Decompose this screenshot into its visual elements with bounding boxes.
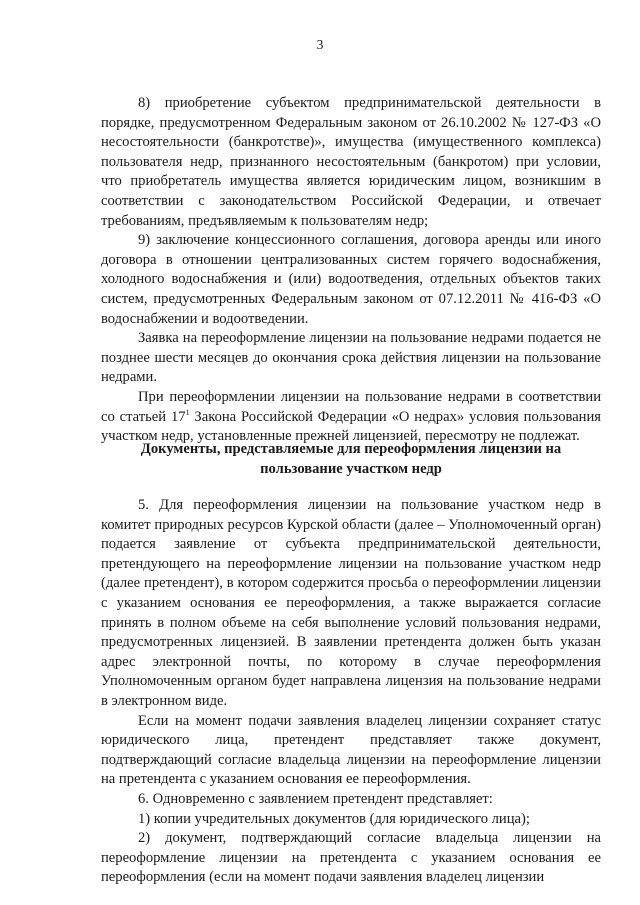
paragraph-item-6: 6. Одновременно с заявлением претендент представляет: [138,790,493,807]
paragraph-legal-entity-status: Если на момент подачи заявления владелец лицензии сохраняет статус юридического лица, претендент представляет также документ, подтверждающий согласие владельца лицензии на переоформление лицензии на претендента с указанием основания ее переоформления. [101,712,601,788]
statute-text-after: Закона Российской Федерации «О недрах» условия пользования участком недр, установленные прежней лицензией, пересмотру не подлежат. [101,408,601,445]
paragraph-application-deadline: Заявка на переоформление лицензии на пользование недрами подается не позднее шести месяцев до окончания срока действия лицензии на пользование недрами. [101,330,601,386]
list-item-founding-documents: 1) копии учредительных документов (для юридического лица); [138,810,530,827]
paragraph-item-9: 9) заключение концессионного соглашения, договора аренды или иного договора в отношении централизованных систем горячего водоснабжения, холодного водоснабжения и (или) водоотведения, отдельных объектов таких систем, предусмотренных Федеральным законом от 07.12.2011 № 416-ФЗ «О водоснабжении и водоотведении. [101,232,601,327]
statute-text-before: При переоформлении лицензии на пользование недрами в соответствии со статьей 17 [101,388,601,425]
list-item-consent-document: 2) документ, подтверждающий согласие владельца лицензии на переоформление лицензии на претендента с указанием основания ее переоформления (если на момент подачи заявления владелец лицензии [101,830,601,886]
statute-superscript: 1 [185,407,190,417]
paragraph-item-8: 8) приобретение субъектом предпринимательской деятельности в порядке, предусмотренном Федеральным законом от 26.10.2002 № 127-ФЗ «О несостоятельности (банкротстве)», имущества (имущественного комплекса) пользователя недр, признанного несостоятельным (банкротом) при условии, что приобретатель имущества является юридическим лицом, возникшим в соответствии с законодательством Российской Федерации, и отвечает требованиям, предъявляемым к пользователям недр; [101,95,601,229]
section-heading-line-2: пользование участком недр [260,460,442,477]
page-number: 3 [316,37,324,52]
text-block-conditions [101,94,601,447]
text-block-documents [101,496,601,888]
section-heading-line-1: Документы, представляемые для переоформления лицензии на [140,441,562,457]
paragraph-statute-reference [101,388,601,447]
section-heading [101,440,601,479]
paragraph-item-5: 5. Для переоформления лицензии на пользование участком недр в комитет природных ресурсов Курской области (далее – Уполномоченный орган) подается заявление от субъекта предпринимательской деятельности, претендующего на переоформление лицензии на пользование участком недр (далее претендент), в котором содержится просьба о переоформлении лицензии с указанием основания ее переоформления, а также выражается согласие принять в полном объеме на себя выполнение условий пользования недрами, предусмотренных лицензией. В заявлении претендента должен быть указан адрес электронной почты, по которому в случае переоформления Уполномоченным органом будет направлена лицензия на пользование недрами в электронном виде. [101,497,601,709]
